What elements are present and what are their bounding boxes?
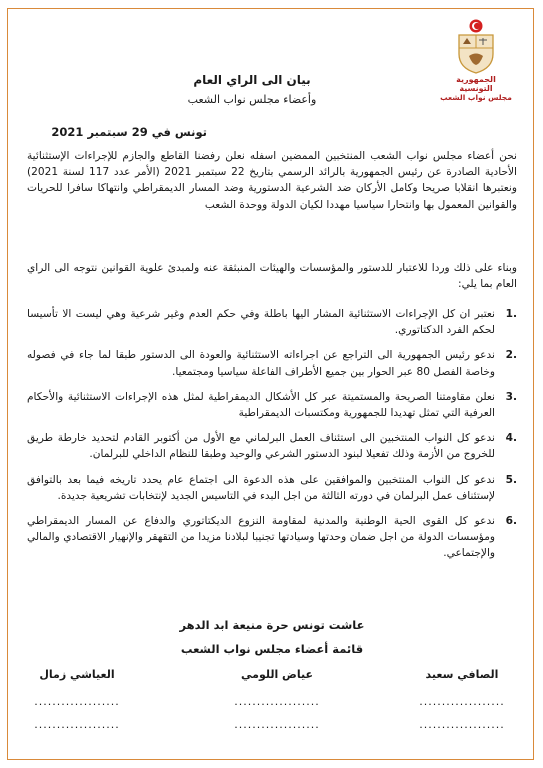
item-text: نعلن مقاومتنا الصريحة والمستميتة عبر كل الأشكال الديمقراطية لمثل هذه الإجراءات الاستثنائية والأحكام العرفية التي تمثل تهديدا للجمهورية ومكتسبات الديمقراطية [27, 390, 495, 420]
list-item [27, 430, 517, 462]
signatory-name: الصافي سعيد [425, 668, 499, 681]
item-number: .4 [505, 432, 517, 445]
item-number: .2 [505, 349, 517, 362]
title-block [167, 73, 337, 106]
signature-line: ................... [419, 718, 505, 731]
coat-of-arms-icon [453, 18, 499, 74]
signatories-heading: قائمة أعضاء مجلس نواب الشعب [180, 642, 364, 656]
document-title: بيان الى الراي العام [193, 73, 311, 87]
signatory [407, 668, 517, 731]
signatory-name: العياشي زمال [39, 668, 115, 681]
item-text: ندعو كل القوى الحية الوطنية والمدنية لمقاومة النزوع الديكتاتوري والدفاع عن المسار الديمقراطي ومؤسسات الدولة من اجل ضمان وحدتها وسيادتها تجنيبا لبلادنا مزيدا من التقهقر والإنهيار الاقتصادي والمالي والإجتماعي. [27, 515, 495, 560]
item-number: .3 [505, 390, 517, 403]
list-item [27, 472, 517, 504]
document-subtitle: وأعضاء مجلس نواب الشعب [187, 93, 317, 106]
list-item [27, 347, 517, 379]
list-item [27, 306, 517, 338]
signature-line: ................... [34, 695, 120, 708]
document-date: تونس في 29 سبتمبر 2021 [51, 125, 207, 139]
list-item [27, 389, 517, 421]
list-item [27, 513, 517, 562]
signature-line: ................... [419, 695, 505, 708]
signature-line: ................... [234, 718, 320, 731]
paragraph-declaration: نحن أعضاء مجلس نواب الشعب المنتخبين الممضين اسفله نعلن رفضنا القاطع والجازم للإجراءات الإستثنائية الأحادية الصادرة عن رئيس الجمهورية بالرائد الرسمي بتاريخ 22 سبتمبر 2021 (الأمر عدد 117 لسنة 2021) ونعتبرها انقلابا صريحا وكامل الأركان ضد الشرعية الدستورية وضد المسار الديمقراطي وانتهاكا سافرا للحريات والقوانين المعمول بها وانتحارا سياسيا مهددا لكيان الدولة ووحدة الشعب [27, 150, 518, 211]
item-text: نعتبر ان كل الإجراءات الاستثنائية المشار اليها باطلة وفي حكم العدم وغير شرعية وهي ليست الا تأسيسا لحكم الفرد الدكتاتوري. [27, 308, 495, 337]
emblem-institution: مجلس نواب الشعب [440, 93, 512, 102]
parliament-emblem [439, 18, 513, 102]
item-number: .6 [505, 515, 517, 528]
numbered-list [27, 306, 517, 571]
signature-line: ................... [234, 695, 320, 708]
item-number: .1 [505, 308, 517, 320]
closing-slogan: عاشت تونس حرة منيعة ابد الدهر [179, 618, 365, 632]
item-text: ندعو كل النواب المنتخبين الى استئناف العمل البرلماني مع الأول من أكتوبر القادم لتحديد خارطة طريق للخروج من الأزمة وذلك تفعيلا لبنود الدستور الشرعي والوحيد وطبقا للنظام الداخلي للبرلمان. [27, 432, 495, 461]
signature-line: ................... [34, 718, 120, 731]
paragraph-intro: وبناء على ذلك وردا للاعتبار للدستور والمؤسسات والهيئات المنبثقة عنه ولمبدئ علوية القوانين نتوجه الى الراي العام بما يلي: [27, 262, 517, 291]
item-text: ندعو كل النواب المنتخبين والموافقين على هذه الدعوة الى اجتماع عام يحدد تاريخه فيما بعد بالتوافق لإستئناف عمل البرلمان في دورته الثالثة من اجل البدء في التاسيس الجديد لإنتخابات تشريعية جديدة. [27, 473, 495, 502]
item-text: ندعو رئيس الجمهورية الى التراجع عن اجراءاته الاستثنائية والعودة الى الدستور طبقا لما جاء في فصوله وخاصة الفصل 80 عبر الحوار بين جميع الأطراف الفاعلة سياسيا ومجتمعيا. [27, 349, 495, 378]
signatory [22, 668, 132, 731]
signatory [222, 668, 332, 731]
document [26, 18, 517, 758]
signatory-name: عياض اللومي [241, 668, 313, 681]
emblem-country: الجمهورية التونسية [456, 75, 496, 93]
item-number: .5 [505, 473, 517, 486]
